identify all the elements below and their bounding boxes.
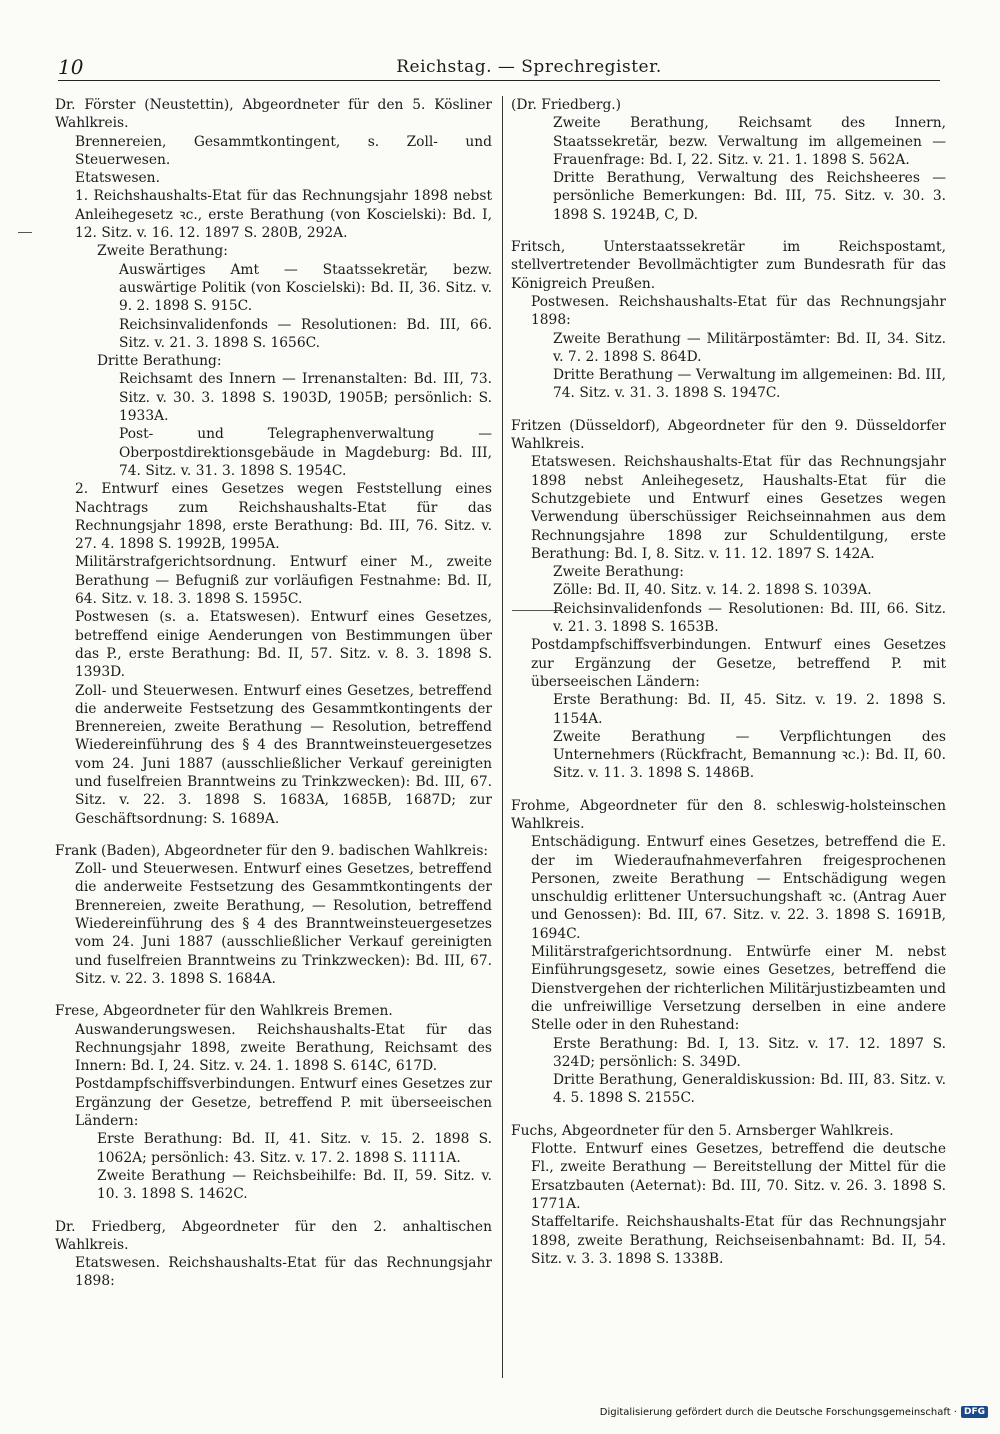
index-entry: 1. Reichshaushalts-Etat für das Rechnungsjahr 1898 nebst Anleihegesetz ꝛc., erste Berathung (von Koscielski): Bd. I, 12. Sitz. v. 16. 12. 1897 S. 280B, 292A. (75, 188, 492, 242)
index-entry: Militärstrafgerichtsordnung. Entwürfe einer M. nebst Einführungsgesetz, sowie eines Gesetzes, betreffend die Dienstvergehen der richterlichen Militärjustizbeamten und die unfreiwillige Versetzung derselben in eine andere Stelle oder in den Ruhestand: (531, 944, 946, 1034)
index-entry: Reichsamt des Innern — Irrenanstalten: Bd. III, 73. Sitz. v. 30. 3. 1898 S. 1903D, 1905B; persönlich: S. 1933A. (119, 371, 492, 425)
index-entry: Postdampfschiffsverbindungen. Entwurf eines Gesetzes zur Ergänzung der Gesetze, betreffend P. mit überseeischen Ländern: (75, 1076, 492, 1130)
dfg-logo: DFG (961, 1406, 988, 1418)
index-entry: Zweite Berathung, Reichsamt des Innern, Staatssekretär, bezw. Verwaltung im allgemeinen — Frauenfrage: Bd. I, 22. Sitz. v. 21. 1. 1898 S. 562A. (553, 115, 946, 168)
index-entry: Frank (Baden), Abgeordneter für den 9. badischen Wahlkreis: (55, 842, 489, 859)
index-entry: Dritte Berathung — Verwaltung im allgemeinen: Bd. III, 74. Sitz. v. 31. 3. 1898 S. 1947C. (553, 367, 946, 402)
left-column (55, 96, 492, 1291)
index-entry: Reichsinvalidenfonds — Resolutionen: Bd. III, 66. Sitz. v. 21. 3. 1898 S. 1656C. (119, 316, 492, 351)
index-entry: Militärstrafgerichtsordnung. Entwurf einer M., zweite Berathung — Befugniß zur vorläufigen Festnahme: Bd. II, 64. Sitz. v. 18. 3. 1898 S. 1595C. (75, 554, 492, 608)
index-entry: Zoll- und Steuerwesen. Entwurf eines Gesetzes, betreffend die anderweite Festsetzung des Gesammtkontingents der Brennereien, zweite Berathung — Resolution, betreffend Wiedereinführung des § 4 des Branntweinsteuergesetzes vom 24. Juni 1887 (ausschließlicher Verkauf gereinigten und fuselfreien Branntweins zu Trinkzwecken): Bd. III, 67. Sitz. v. 22. 3. 1898 S. 1683A, 1685B, 1687D; zur Geschäftsordnung: S. 1689A. (75, 682, 492, 827)
index-entry: Dritte Berathung, Verwaltung des Reichsheeres — persönliche Bemerkungen: Bd. III, 75. Sitz. v. 30. 3. 1898 S. 1924B, C, D. (553, 170, 946, 223)
index-entry: (Dr. Friedberg.) (511, 97, 622, 113)
column-divider (502, 96, 503, 1378)
index-entry: Erste Berathung: Bd. II, 41. Sitz. v. 15. 2. 1898 S. 1062A; persönlich: 43. Sitz. v. 17. 2. 1898 S. 1111A. (97, 1131, 492, 1166)
index-entry: Etatswesen. (75, 170, 160, 187)
index-entry: Zweite Berathung: (97, 243, 228, 260)
index-entry: Erste Berathung: Bd. II, 45. Sitz. v. 19. 2. 1898 S. 1154A. (553, 692, 946, 727)
index-entry: Dritte Berathung, Generaldiskussion: Bd. III, 83. Sitz. v. 4. 5. 1898 S. 2155C. (553, 1072, 946, 1107)
index-entry: Zweite Berathung — Reichsbeihilfe: Bd. II, 59. Sitz. v. 10. 3. 1898 S. 1462C. (97, 1167, 492, 1203)
index-entry: Frohme, Abgeordneter für den 8. schleswig-holsteinschen Wahlkreis. (511, 797, 946, 832)
index-entry: Zweite Berathung — Verpflichtungen des Unternehmers (Rückfracht, Bemannung ꝛc.): Bd. II, 60. Sitz. v. 11. 3. 1898 S. 1486B. (553, 728, 946, 782)
index-entry: 2. Entwurf eines Gesetzes wegen Feststellung eines Nachtrags zum Reichshaushalts-Etat für das Rechnungsjahr 1898, erste Berathung: Bd. III, 76. Sitz. v. 27. 4. 1898 S. 1992B, 1995A. (75, 481, 492, 553)
index-entry: Staffeltarife. Reichshaushalts-Etat für das Rechnungsjahr 1898, zweite Berathung, Reichseisenbahnamt: Bd. II, 54. Sitz. v. 3. 3. 1898 S. 1338B. (531, 1214, 946, 1267)
index-entry: Auswärtiges Amt — Staatssekretär, bezw. auswärtige Politik (von Koscielski): Bd. II, 36. Sitz. v. 9. 2. 1898 S. 915C. (119, 261, 492, 315)
index-entry: Zweite Berathung — Militärpostämter: Bd. II, 34. Sitz. v. 7. 2. 1898 S. 864D. (553, 330, 946, 365)
index-entry: Postwesen (s. a. Etatswesen). Entwurf eines Gesetzes, betreffend einige Aenderungen von Bestimmungen über das P., erste Berathung: Bd. II, 57. Sitz. v. 8. 3. 1898 S. 1393D. (75, 609, 492, 681)
index-entry: Dr. Friedberg, Abgeordneter für den 2. anhaltischen Wahlkreis. (55, 1218, 492, 1253)
index-entry: Zoll- und Steuerwesen. Entwurf eines Gesetzes, betreffend die anderweite Festsetzung des Gesammtkontingents der Brennereien, zweite Berathung, — Resolution, betreffend Wiedereinführung des § 4 des Branntweinsteuergesetzes vom 24. Juni 1887 (ausschließlicher Verkauf gereinigten und fuselfreien Branntweins zu Trinkzwecken): Bd. III, 67. Sitz. v. 22. 3. 1898 S. 1684A. (75, 861, 492, 987)
margin-mark (18, 232, 32, 233)
index-entry: Fritzen (Düsseldorf), Abgeordneter für den 9. Düsseldorfer Wahlkreis. (511, 417, 946, 453)
right-column (511, 96, 946, 1268)
index-entry: Zölle: Bd. II, 40. Sitz. v. 14. 2. 1898 S. 1039A. (553, 582, 872, 599)
index-entry: Postdampfschiffsverbindungen. Entwurf eines Gesetzes zur Ergänzung der Gesetze, betreffend P. mit überseeischen Ländern: (531, 637, 946, 690)
index-entry: Zweite Berathung: (553, 564, 684, 581)
index-entry: Erste Berathung: Bd. I, 13. Sitz. v. 17. 12. 1897 S. 324D; persönlich: S. 349D. (553, 1035, 946, 1070)
running-header (58, 54, 940, 81)
index-entry: Auswanderungswesen. Reichshaushalts-Etat für das Rechnungsjahr 1898, zweite Berathung, Reichsamt des Innern: Bd. I, 24. Sitz. v. 24. 1. 1898 S. 614C, 617D. (75, 1021, 492, 1075)
index-entry: Flotte. Entwurf eines Gesetzes, betreffend die deutsche Fl., zweite Berathung — Bereitstellung der Mittel für die Ersatzbauten (Aeternat): Bd. III, 70. Sitz. v. 26. 3. 1898 S. 1771A. (531, 1141, 946, 1212)
page-number: 10 (58, 55, 84, 79)
footer-text: Digitalisierung gefördert durch die Deutsche Forschungsgemeinschaft · (599, 1406, 957, 1418)
index-entry: Postwesen. Reichshaushalts-Etat für das Rechnungsjahr 1898: (531, 293, 946, 329)
index-entry: Entschädigung. Entwurf eines Gesetzes, betreffend die E. der im Wiederaufnahmeverfahren freigesprochenen Personen, zweite Berathung — Entschädigung wegen unschuldig erlittener Untersuchungshaft ꝛc. (Antrag Auer und Genossen): Bd. III, 67. Sitz. v. 22. 3. 1898 S. 1691B, 1694C. (531, 834, 946, 942)
index-entry: Fuchs, Abgeordneter für den 5. Arnsberger Wahlkreis. (511, 1122, 894, 1139)
index-entry: Frese, Abgeordneter für den Wahlkreis Bremen. (55, 1003, 393, 1020)
footer-credit (600, 1406, 988, 1418)
index-entry: Dritte Berathung: (97, 353, 222, 370)
index-entry: Etatswesen. Reichshaushalts-Etat für das Rechnungsjahr 1898 nebst Anleihegesetz, Haushalts-Etat für die Schutzgebiete und Entwurf eines Gesetzes wegen Verwendung überschüssiger Reichseinnahmen aus dem Rechnungsjahre 1898 zur Schuldentilgung, erste Berathung: Bd. I, 8. Sitz. v. 11. 12. 1897 S. 142A. (531, 454, 946, 562)
index-entry: Dr. Förster (Neustettin), Abgeordneter für den 5. Kösliner Wahlkreis. (55, 97, 492, 132)
index-entry: Fritsch, Unterstaatssekretär im Reichspostamt, stellvertretender Bevollmächtigter zum Bundesrath für das Königreich Preußen. (511, 239, 946, 292)
index-entry: Etatswesen. Reichshaushalts-Etat für das Rechnungsjahr 1898: (75, 1255, 492, 1290)
index-entry: Reichsinvalidenfonds — Resolutionen: Bd. III, 66. Sitz. v. 21. 3. 1898 S. 1653B. (553, 600, 946, 636)
page-title: Reichstag. — Sprechregister. (396, 57, 662, 77)
index-entry: Brennereien, Gesammtkontingent, s. Zoll- und Steuerwesen. (75, 133, 492, 168)
index-entry: Post- und Telegraphenverwaltung — Oberpostdirektionsgebäude in Magdeburg: Bd. III, 74. Sitz. v. 31. 3. 1898 S. 1954C. (119, 426, 492, 479)
